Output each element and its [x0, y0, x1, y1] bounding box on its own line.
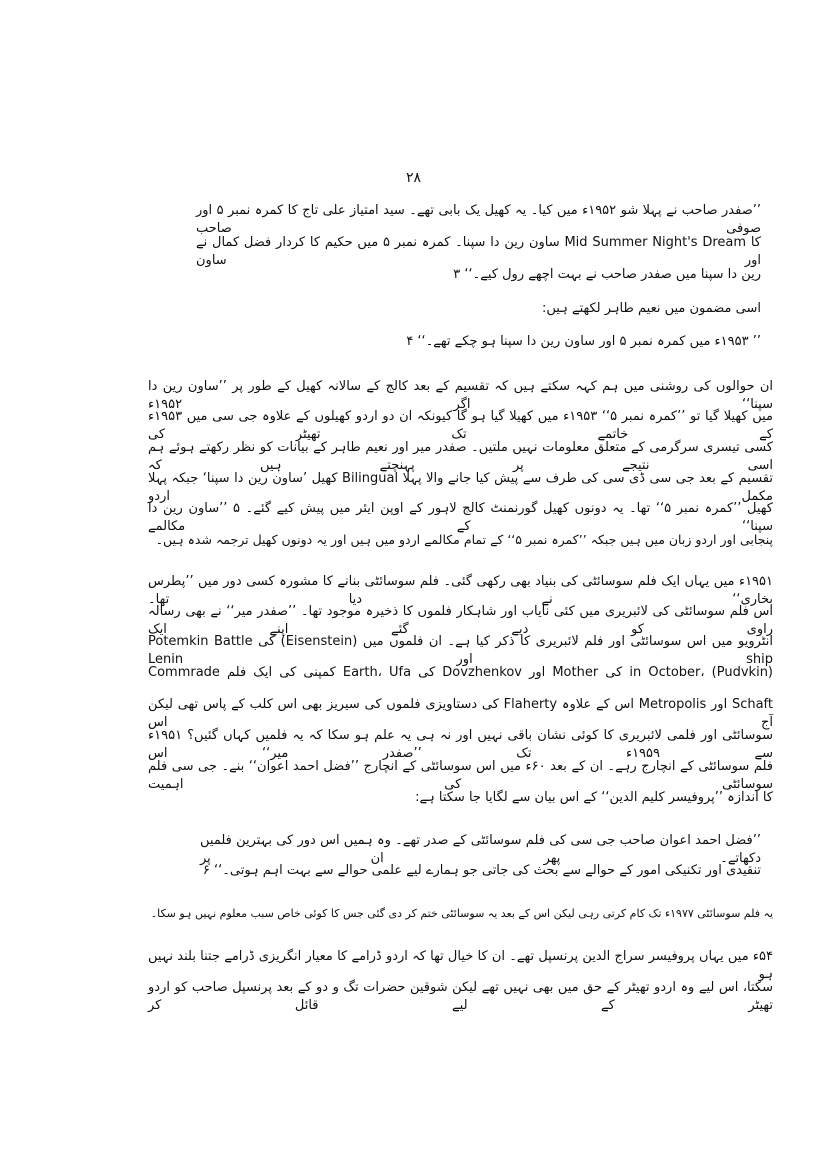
para2-line-5: Schaft اور Metropolis اس کے علاوہ Flaherty کی دستاویزی فلموں کی سیریز بھی اس کلب کے پاس تھی لیکن آج اس: [148, 697, 773, 730]
quote3-line-1: ’’فضل احمد اعوان صاحب جی سی کی فلم سوسائٹی کے صدر تھے۔ وہ ہمیں اس دور کی بہترین فلمیں دکھاتے۔ پھر ان پر: [200, 833, 761, 866]
para2-line-3: انٹرویو میں اس سوسائٹی اور فلم لائبریری کا ذکر کیا ہے۔ ان فلموں میں (Eisenstein) کی Potemkin Battle ship اور Lenin: [148, 634, 773, 667]
para2-line-8: کا اندازہ ’’پروفیسر کلیم الدین‘‘ کے اس بیان سے لگایا جا سکتا ہے:: [415, 790, 773, 805]
para4-line-1: ۵۴ء میں یہاں پروفیسر سراج الدین پرنسپل تھے۔ ان کا خیال تھا کہ اردو ڈرامے کا معیار انگریزی ڈرامے جتنا بلند نہیں ہو: [148, 949, 773, 982]
quote2-line: ’’ ۱۹۵۳ء میں کمرہ نمبر ۵ اور ساون رین دا سپنا ہو چکے تھے۔‘‘ ۴: [406, 334, 761, 349]
para1-line-1: ان حوالوں کی روشنی میں ہم کہہ سکتے ہیں کہ تقسیم کے بعد کالج کے سالانہ کھیل کے طور پر ’’ساون رین دا سپنا‘‘ اگر ۱۹۵۲ء: [148, 379, 773, 412]
para3-line: یہ فلم سوسائٹی ۱۹۷۷ء تک کام کرتی رہی لیکن اس کے بعد یہ سوسائٹی ختم کر دی گئی جس کا کوئی خاص سبب معلوم نہیں ہو سکا۔: [150, 907, 773, 920]
para2-line-6: سوسائٹی اور فلمی لائبریری کا کوئی نشان باقی نہیں اور نہ ہی یہ علم ہو سکا کہ یہ فلمیں کہاں گئیں؟ ۱۹۵۱ء سے ۱۹۵۹ء تک ’’صفدر میر‘‘ اس: [148, 728, 773, 761]
para1-line-3: کسی تیسری سرگرمی کے متعلق معلومات نہیں ملتیں۔ صفدر میر اور نعیم طاہر کے بیانات کو نظر رکھتے ہوئے ہم اسی نتیجے پر پہنچتے ہیں کہ: [148, 440, 773, 473]
para1-line-4: تقسیم کے بعد جی سی ڈی سی کی طرف سے پیش کیا جانے والا پہلا Bilingual کھیل ’ساون رین دا سپنا‘ جبکہ پہلا مکمل اردو: [148, 471, 773, 504]
para1-line-6: پنجابی اور اردو زبان میں ہیں جبکہ ’’کمرہ نمبر ۵‘‘ کے تمام مکالمے اردو میں ہیں اور یہ دونوں کھیل ترجمہ شدہ ہیں۔: [155, 532, 773, 547]
page-number: ۲۸: [405, 170, 422, 186]
para4-line-2: سکتا، اس لیے وہ اردو تھیٹر کے حق میں بھی نہیں تھے لیکن شوقین حضرات تگ و دو کے بعد پرنسپل صاحب کو اردو تھیٹر کے لیے قائل کر: [148, 980, 773, 1013]
intro-nayeem-tahir: اسی مضمون میں نعیم طاہر لکھتے ہیں:: [542, 301, 761, 316]
quote1-line-1: ’’صفدر صاحب نے پہلا شو ۱۹۵۲ء میں کیا۔ یہ کھیل یک بابی تھے۔ سید امتیاز علی تاج کا کمرہ نمبر ۵ اور صوفی صاحب: [196, 203, 761, 236]
para2-line-4: in October، (Pudvkin) کی Mother اور Dovzhenkov کی Earth، Ufa کمپنی کی ایک فلم Commrade: [148, 665, 774, 680]
quote1-line-3: رین دا سپنا میں صفدر صاحب نے بہت اچھے رول کیے۔‘‘ ۳: [453, 267, 761, 282]
para2-line-7: فلم سوسائٹی کے انچارج رہے۔ ان کے بعد ۶۰ء میں اس سوسائٹی کے انچارج ’’فضل احمد اعوان‘‘ بنے۔ جی سی فلم سوسائٹی کی اہمیت: [148, 759, 773, 792]
quote1-line-2: کا Mid Summer Night's Dream ساون رین دا سپنا۔ کمرہ نمبر ۵ میں حکیم کا کردار فضل کمال نے اور ساون: [196, 235, 761, 268]
para1-line-5: کھیل ’’کمرہ نمبر ۵‘‘ تھا۔ یہ دونوں کھیل گورنمنٹ کالج لاہور کے اوپن ایئر میں پیش کیے گئے۔ ۵ ’’ساون رین دا سپنا‘‘ کے مکالمے: [148, 501, 773, 534]
para2-line-1: ۱۹۵۱ء میں یہاں ایک فلم سوسائٹی کی بنیاد بھی رکھی گئی۔ فلم سوسائٹی بنانے کا مشورہ کسی دور میں ’’پطرس بخاری‘‘ نے دیا تھا۔: [148, 574, 773, 607]
quote3-line-2: تنقیدی اور تکنیکی امور کے حوالے سے بحث کی جاتی جو ہمارے لیے علمی حوالے سے بہت اہم ہوتی۔‘‘ ۶: [202, 863, 761, 878]
para2-line-2: اس فلم سوسائٹی کی لائبریری میں کئی نایاب اور شاہکار فلموں کا ذخیرہ موجود تھا۔ ’’صفدر میر‘‘ نے بھی رسالہ راوی کو دیے گئے اپنے ایک: [148, 604, 773, 637]
para1-line-2: میں کھیلا گیا تو ’’کمرہ نمبر ۵‘‘ ۱۹۵۳ء میں کھیلا گیا ہو گا کیونکہ ان دو اردو کھیلوں کے علاوہ جی سی میں ۱۹۵۳ء کے خاتمے تک تھیٹر کی: [148, 409, 773, 442]
